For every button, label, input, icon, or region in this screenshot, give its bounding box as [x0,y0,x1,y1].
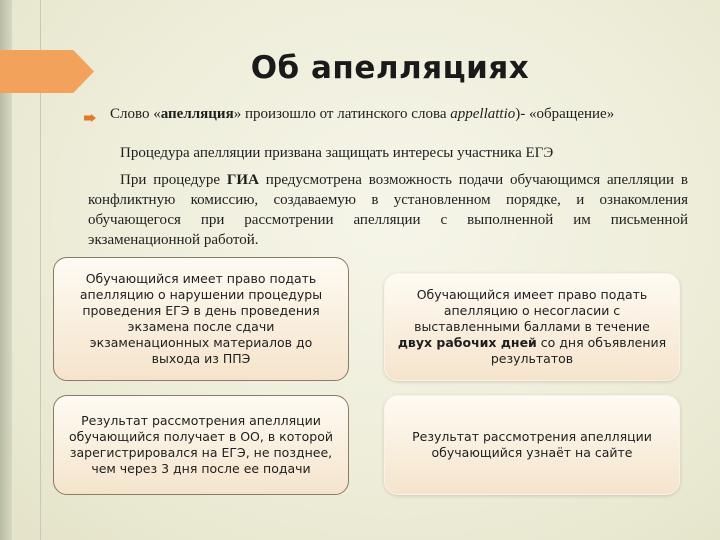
paragraph-purpose: Процедура апелляции призвана защищать интересы участника ЕГЭ [120,145,554,161]
card-appeal-procedure-violation [53,257,349,381]
card-result-in-school [53,395,349,495]
paragraph-gia-procedure: При процедуре ГИА предусмотрена возможность подачи обучающимся апелляции в конфликтную комиссию, создаваемую в установленном порядке, и ознакомления обучающегося при рассмотрении апелляции с выполненной им письменной экзаменационной работой. [88,172,688,248]
arrow-bullet-icon [84,114,96,122]
paragraph-etymology: Слово «апелляция» произошло от латинского слова appellattio)- «обращение» [110,106,615,122]
card-text: Обучающийся имеет право подать апелляцию о нарушении процедуры проведения ЕГЭ в день проведения экзамена после сдачи экзаменационных материалов до выхода из ППЭ [79,271,323,366]
card-text: Обучающийся имеет право подать апелляцию о несогласии с выставленными баллами в течение двух рабочих дней со дня объявления результатов [397,287,667,366]
card-result-on-website [384,395,680,495]
slide-title: Об апелляциях [250,50,530,86]
card-text: Результат рассмотрения апелляции обучающийся получает в ОО, в которой зарегистрировался на ЕГЭ, не позднее, чем через 3 дня после ее подачи [68,413,334,476]
card-appeal-score-disagreement [384,273,680,381]
card-text: Результат рассмотрения апелляции обучающийся узнаёт на сайте [412,429,652,460]
orange-arrow-tab [0,50,94,93]
